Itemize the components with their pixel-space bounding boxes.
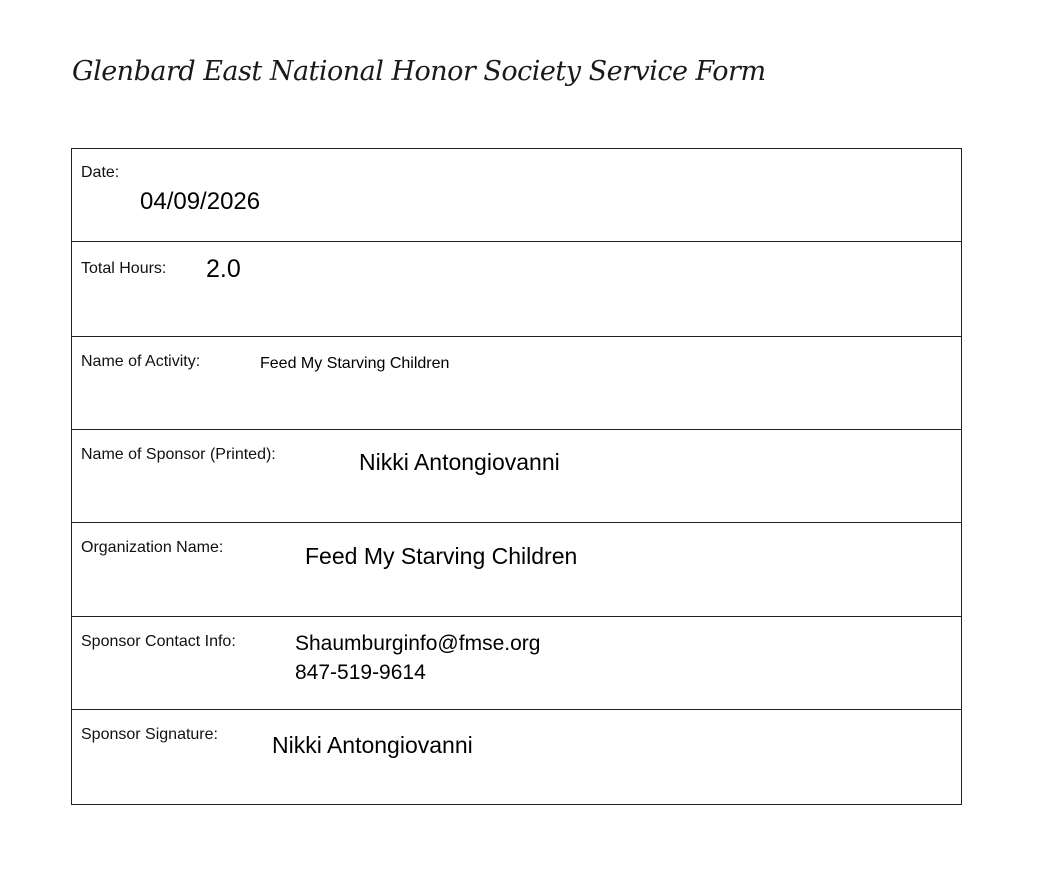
contact-label: Sponsor Contact Info: xyxy=(81,633,236,650)
signature-row xyxy=(72,710,961,804)
organization-value[interactable]: Feed My Starving Children xyxy=(305,543,578,569)
contact-phone[interactable]: 847-519-9614 xyxy=(295,661,426,684)
total-hours-value[interactable]: 2.0 xyxy=(206,255,241,283)
date-value[interactable]: 04/09/2026 xyxy=(140,188,261,215)
sponsor-name-value[interactable]: Nikki Antongiovanni xyxy=(359,449,560,475)
signature-value[interactable]: Nikki Antongiovanni xyxy=(272,732,473,758)
form-title: Glenbard East National Honor Society Service Form xyxy=(72,56,766,87)
sponsor-name-row xyxy=(72,430,961,523)
sponsor-name-label: Name of Sponsor (Printed): xyxy=(81,446,276,463)
total-hours-label: Total Hours: xyxy=(81,260,167,277)
total-hours-row xyxy=(72,242,961,337)
contact-row xyxy=(72,617,961,710)
activity-row xyxy=(72,337,961,430)
service-form xyxy=(71,148,962,805)
organization-label: Organization Name: xyxy=(81,539,224,556)
contact-email[interactable]: Shaumburginfo@fmse.org xyxy=(295,632,541,655)
organization-row xyxy=(72,523,961,617)
date-row xyxy=(72,149,961,242)
date-label: Date: xyxy=(81,164,120,181)
signature-label: Sponsor Signature: xyxy=(81,726,218,743)
activity-label: Name of Activity: xyxy=(81,353,201,370)
activity-value[interactable]: Feed My Starving Children xyxy=(260,355,450,372)
